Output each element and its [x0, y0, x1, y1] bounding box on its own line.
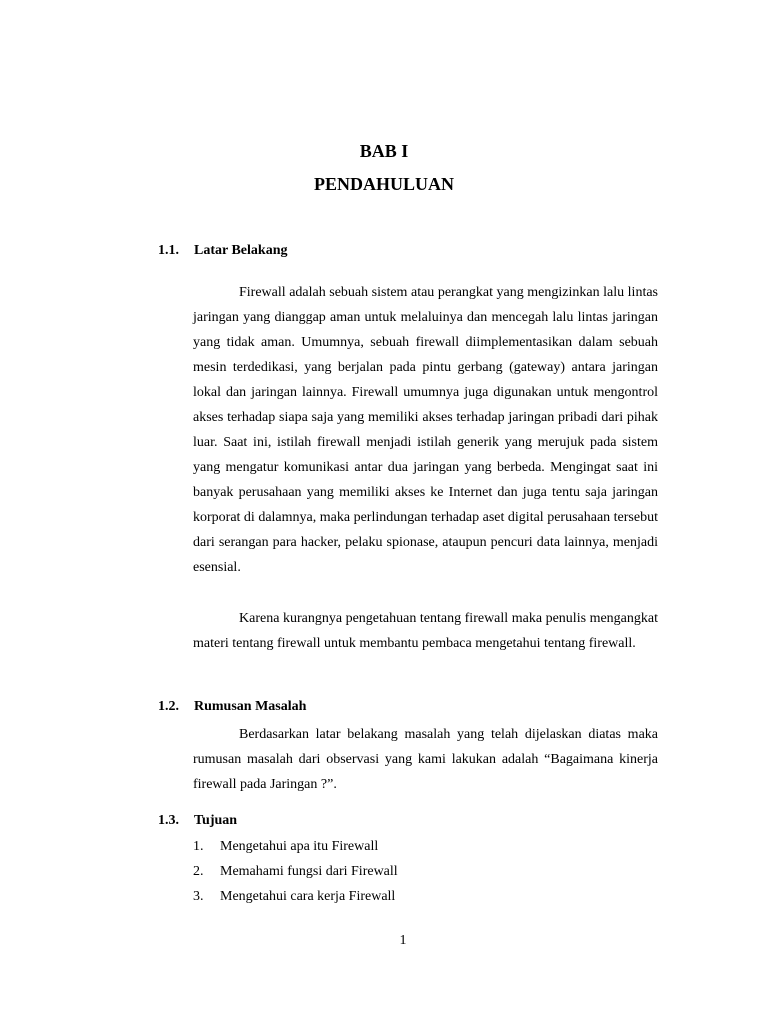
- section-heading-rumusan-masalah: [158, 699, 306, 715]
- list-item-number: 1.: [193, 839, 204, 854]
- section-title: Tujuan: [194, 813, 238, 828]
- list-item-text: Mengetahui apa itu Firewall: [220, 839, 379, 854]
- list-item: [193, 834, 658, 859]
- section-heading-tujuan: [158, 813, 237, 829]
- tujuan-list: [193, 834, 658, 909]
- section-number: 1.1.: [158, 243, 179, 258]
- section-number: 1.3.: [158, 813, 179, 828]
- section-title: Latar Belakang: [194, 243, 288, 258]
- list-item-number: 3.: [193, 889, 204, 904]
- section-number: 1.2.: [158, 699, 179, 714]
- list-item: [193, 859, 658, 884]
- page-number: 1: [399, 933, 407, 948]
- section-title: Rumusan Masalah: [194, 699, 307, 714]
- list-item: [193, 884, 658, 909]
- chapter-title: PENDAHULUAN: [313, 174, 454, 194]
- list-item-text: Memahami fungsi dari Firewall: [220, 864, 398, 879]
- paragraph-latar-belakang-1: Firewall adalah sebuah sistem atau perangkat yang mengizinkan lalu lintas jaringan yang dianggap aman untuk melaluinya dan mencegah lalu lintas jaringan yang tidak aman. Umumnya, sebuah firewall diimplementasikan dalam sebuah mesin terdedikasi, yang berjalan pada pintu gerbang (gateway) antara jaringan lokal dan jaringan lainnya. Firewall umumnya juga digunakan untuk mengontrol akses terhadap siapa saja yang memiliki akses terhadap jaringan pribadi dari pihak luar. Saat ini, istilah firewall menjadi istilah generik yang merujuk pada sistem yang mengatur komunikasi antar dua jaringan yang berbeda. Mengingat saat ini banyak perusahaan yang memiliki akses ke Internet dan juga tentu saja jaringan korporat di dalamnya, maka perlindungan terhadap aset digital perusahaan tersebut dari serangan para hacker, pelaku spionase, ataupun pencuri data lainnya, menjadi esensial.: [193, 285, 658, 575]
- paragraph-rumusan-masalah: Berdasarkan latar belakang masalah yang telah dijelaskan diatas maka rumusan masalah dari observasi yang kami lakukan adalah “Bagaimana kinerja firewall pada Jaringan ?”.: [193, 727, 658, 792]
- paragraph-latar-belakang-2: Karena kurangnya pengetahuan tentang firewall maka penulis mengangkat materi tentang firewall untuk membantu pembaca mengetahui tentang firewall.: [193, 611, 658, 651]
- list-item-text: Mengetahui cara kerja Firewall: [220, 889, 396, 904]
- list-item-number: 2.: [193, 864, 204, 879]
- section-heading-latar-belakang: [158, 243, 287, 259]
- chapter-number: BAB I: [359, 141, 409, 161]
